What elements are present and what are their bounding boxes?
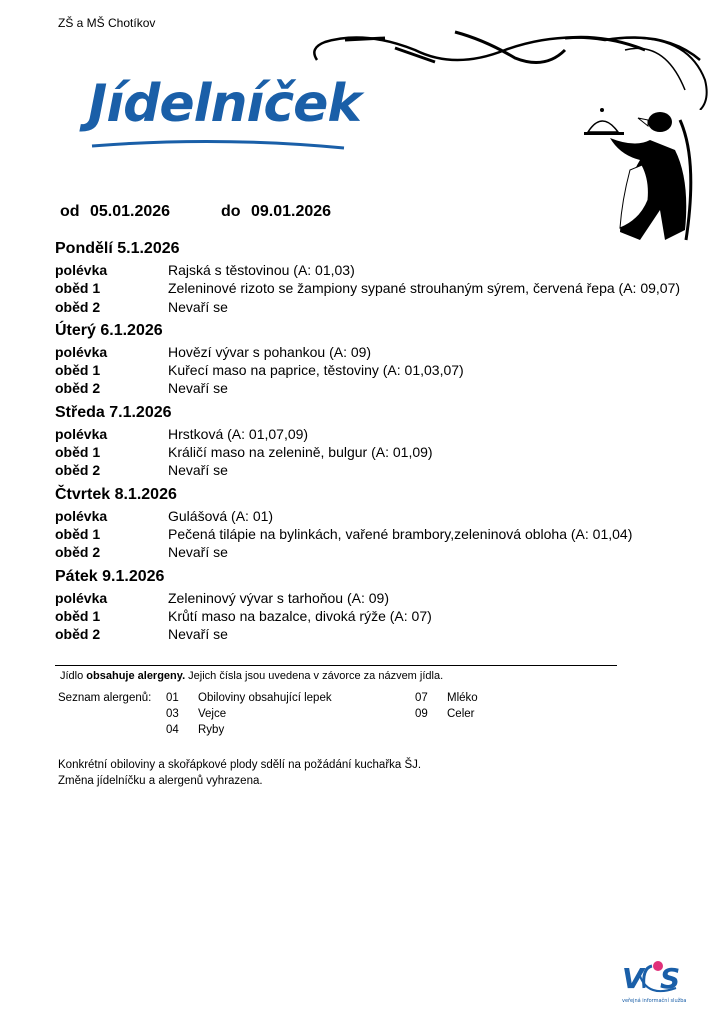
range-from-label: od (60, 203, 80, 220)
note-prefix: Jídlo (60, 670, 87, 682)
note-suffix: Jejich čísla jsou uvedena v závorce za názvem jídla. (185, 670, 444, 682)
row-dish: Gulášová (A: 01) (168, 507, 274, 524)
menu-row-lunch1 (55, 279, 724, 297)
day-monday (55, 238, 724, 316)
menu-row-lunch1 (55, 443, 724, 461)
menu-row-soup (55, 343, 724, 361)
menu-row-soup (55, 589, 724, 607)
day-thursday (55, 484, 724, 562)
row-label: polévka (55, 507, 108, 524)
allergen-list-title: Seznam alergenů: (58, 692, 152, 704)
allergen-num: 04 (166, 724, 179, 736)
svg-text:veřejná informační služba: veřejná informační služba (622, 998, 687, 1004)
day-title: Pátek 9.1.2026 (55, 567, 165, 585)
separator-line (55, 665, 617, 666)
note-bold: obsahuje alergeny. (86, 670, 186, 682)
row-label: oběd 2 (55, 298, 101, 315)
allergen-name: Ryby (198, 724, 225, 736)
allergen-item (415, 692, 478, 704)
menu-row-soup (55, 261, 724, 279)
footer-line-2: Změna jídelníčku a alergenů vyhrazena. (58, 775, 263, 787)
allergen-item (166, 724, 224, 736)
vis-logo (618, 958, 698, 1013)
row-dish: Pečená tilápie na bylinkách, vařené brambory,zeleninová obloha (A: 01,04) (168, 525, 633, 542)
menu-days (55, 238, 724, 647)
allergen-name: Obiloviny obsahující lepek (198, 692, 332, 704)
row-dish: Nevaří se (168, 626, 228, 643)
row-dish: Krůtí maso na bazalce, divoká rýže (A: 07) (168, 607, 432, 624)
menu-row-lunch2 (55, 298, 724, 316)
row-label: polévka (55, 589, 108, 606)
day-friday (55, 566, 724, 644)
allergen-item (415, 708, 474, 720)
menu-row-lunch2 (55, 543, 724, 561)
row-dish: Rajská s těstovinou (A: 01,03) (168, 262, 355, 278)
row-label: oběd 1 (55, 607, 101, 624)
row-dish: Nevaří se (168, 380, 228, 397)
row-dish: Nevaří se (168, 462, 228, 479)
footer-line-1: Konkrétní obiloviny a skořápkové plody sdělí na požádání kuchařka ŠJ. (58, 759, 422, 771)
row-label: polévka (55, 343, 108, 360)
vis-logo-icon (618, 958, 698, 1008)
row-dish: Nevaří se (168, 544, 228, 561)
day-title: Úterý 6.1.2026 (55, 321, 163, 339)
row-label: oběd 2 (55, 626, 101, 643)
row-dish: Nevaří se (168, 298, 228, 315)
svg-text:S: S (660, 962, 681, 995)
menu-row-soup (55, 507, 724, 525)
row-dish: Hovězí vývar s pohankou (A: 09) (168, 343, 372, 360)
day-title: Čtvrtek 8.1.2026 (55, 485, 177, 503)
school-name: ZŠ a MŠ Chotíkov (58, 16, 156, 30)
row-label: oběd 2 (55, 380, 101, 397)
day-title: Středa 7.1.2026 (55, 403, 172, 421)
day-wednesday (55, 402, 724, 480)
row-label: polévka (55, 262, 108, 278)
footer-notes (58, 757, 421, 789)
range-to-label: do (220, 203, 241, 220)
waiter-with-cloche-icon (580, 100, 710, 245)
allergen-num: 01 (166, 692, 179, 704)
row-dish: Zeleninový vývar s tarhoňou (A: 09) (168, 589, 389, 606)
row-label: oběd 1 (55, 362, 101, 379)
row-label: oběd 1 (55, 280, 101, 297)
menu-row-lunch2 (55, 379, 724, 397)
menu-row-lunch2 (55, 461, 724, 479)
row-label: oběd 2 (55, 462, 101, 479)
row-label: oběd 1 (55, 525, 101, 542)
allergen-item (166, 708, 226, 720)
logo-underline-icon (90, 138, 346, 150)
range-from-date: 05.01.2026 (90, 203, 171, 220)
menu-row-lunch1 (55, 607, 724, 625)
allergen-note (60, 670, 443, 682)
allergen-num: 03 (166, 708, 179, 720)
allergen-num: 09 (415, 708, 428, 720)
day-tuesday (55, 320, 724, 398)
row-label: oběd 1 (55, 444, 101, 461)
allergen-num: 07 (415, 692, 428, 704)
svg-text:V: V (622, 962, 644, 995)
allergen-item (166, 692, 332, 704)
range-to-date: 09.01.2026 (250, 203, 332, 220)
menu-row-soup (55, 425, 724, 443)
row-dish: Kuřecí maso na paprice, těstoviny (A: 01,03,07) (168, 362, 464, 379)
allergen-name: Celer (447, 708, 475, 720)
menu-row-lunch1 (55, 525, 724, 543)
flourish-ornament-icon (305, 20, 715, 110)
menu-row-lunch1 (55, 361, 724, 379)
allergen-name: Vejce (198, 708, 227, 720)
logo-title: Jídelníček (88, 74, 362, 134)
row-dish: Hrstková (A: 01,07,09) (168, 425, 309, 442)
menu-row-lunch2 (55, 625, 724, 643)
allergen-name: Mléko (447, 692, 478, 704)
date-range (60, 203, 337, 221)
row-dish: Králičí maso na zelenině, bulgur (A: 01,09) (168, 444, 433, 461)
row-label: polévka (55, 425, 108, 442)
day-title: Pondělí 5.1.2026 (55, 240, 180, 257)
row-label: oběd 2 (55, 544, 101, 561)
row-dish: Zeleninové rizoto se žampiony sypané strouhaným sýrem, červená řepa (A: 09,07) (168, 280, 681, 297)
